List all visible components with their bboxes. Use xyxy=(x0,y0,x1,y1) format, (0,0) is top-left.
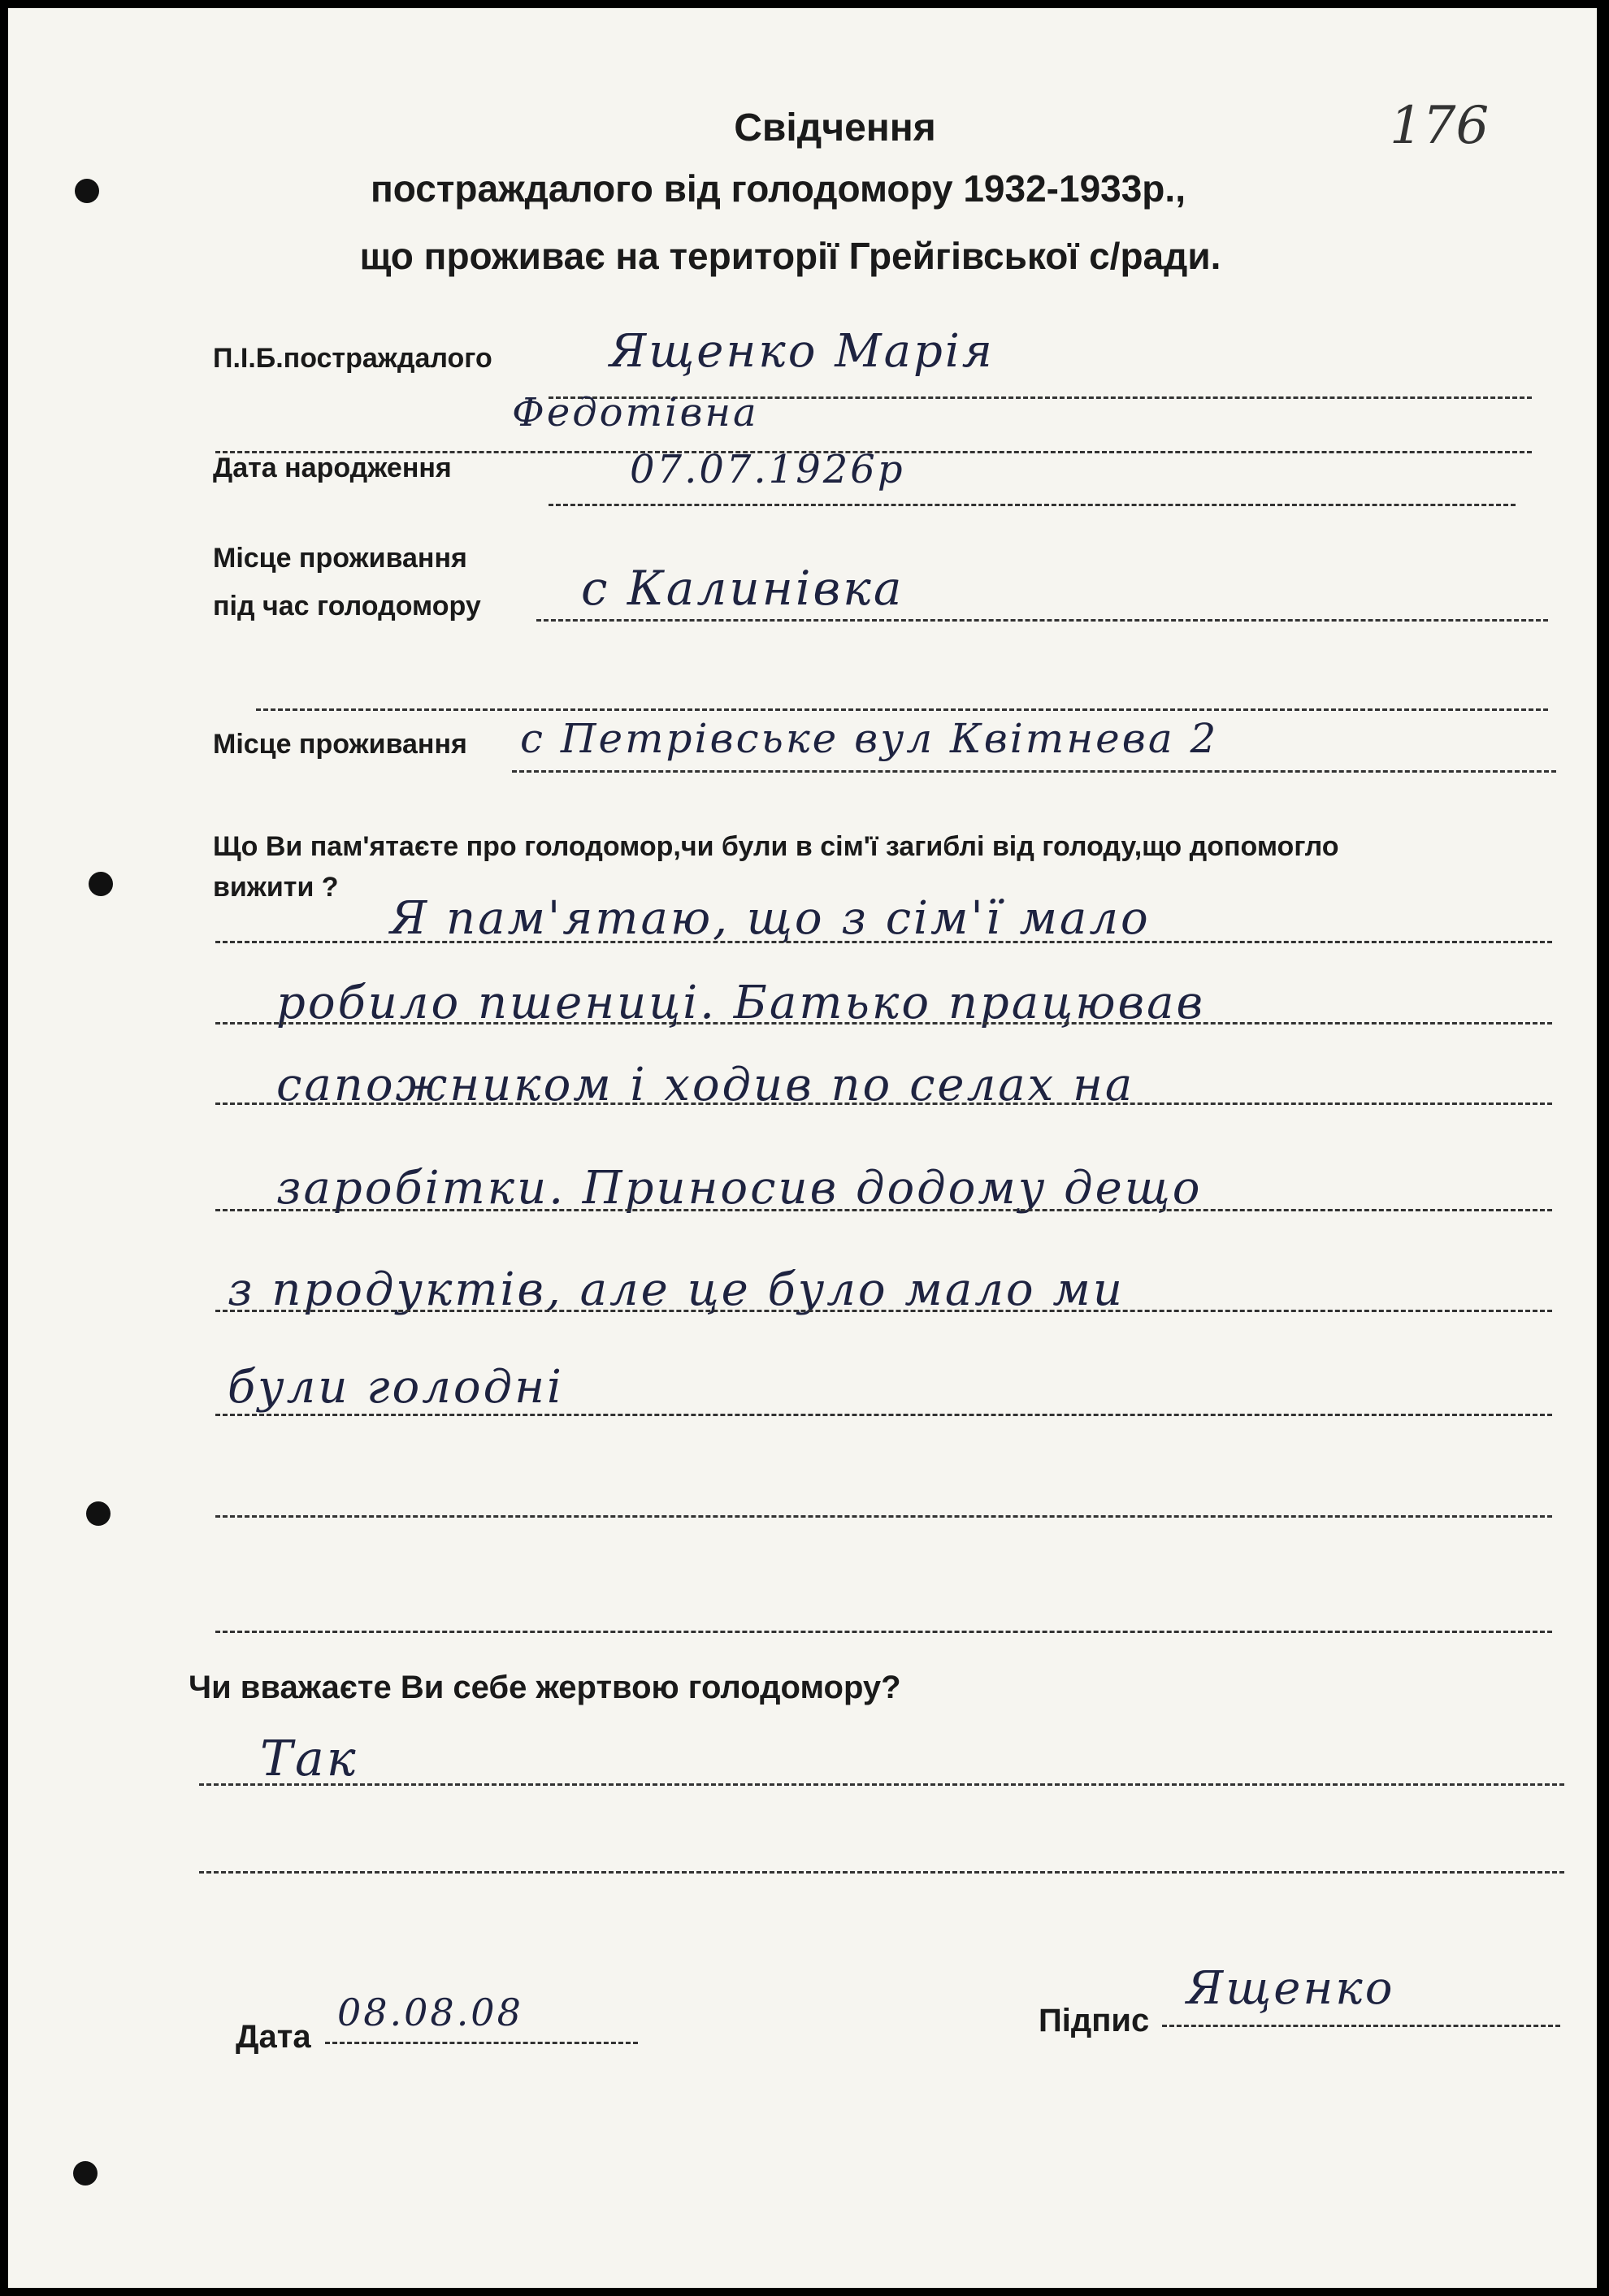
document-title: Свідчення xyxy=(734,106,936,149)
document-subtitle-line1: постраждалого від голодомору 1932-1933р., xyxy=(371,167,1186,210)
birth-date-label: Дата народження xyxy=(213,453,452,483)
name-value-line1: Ященко Марія xyxy=(609,325,995,378)
punch-hole-3 xyxy=(86,1501,111,1526)
date-value: 08.08.08 xyxy=(337,1991,523,2034)
date-line xyxy=(325,2042,638,2044)
document-sheet xyxy=(8,8,1597,2288)
question2-answer: Так xyxy=(260,1731,358,1787)
answer-rule-2 xyxy=(215,1022,1552,1025)
name-value-line2: Федотівна xyxy=(512,390,759,435)
answer-rule-5 xyxy=(215,1310,1552,1312)
residence-line xyxy=(512,770,1556,773)
page-number: 176 xyxy=(1390,96,1490,156)
signature-line xyxy=(1162,2025,1560,2027)
famine-residence-value: с Калинівка xyxy=(581,561,904,616)
famine-residence-label-line2: під час голодомору xyxy=(213,591,481,622)
birth-date-value: 07.07.1926р xyxy=(630,447,905,492)
answer-line-1: Я пам'ятаю, що з сім'ї мало xyxy=(390,892,1151,945)
punch-hole-2 xyxy=(89,872,113,896)
answer-rule-1 xyxy=(215,941,1552,943)
famine-residence-label-line1: Місце проживання xyxy=(213,543,467,574)
question2-rule-2 xyxy=(199,1871,1564,1874)
answer-rule-8 xyxy=(215,1631,1552,1633)
question1-text-line1: Що Ви пам'ятаєте про голодомор,чи були в сім'ї загиблі від голоду,що допомогло xyxy=(213,831,1339,862)
famine-residence-line-1 xyxy=(536,619,1548,622)
signature-value: Ященко xyxy=(1186,1962,1395,2015)
answer-line-4: заробітки. Приносив додому дещо xyxy=(276,1162,1203,1215)
document-subtitle-line2: що проживає на території Грейгівської с/ради. xyxy=(359,235,1221,277)
answer-rule-7 xyxy=(215,1515,1552,1518)
answer-line-3: сапожником і ходив по селах на xyxy=(276,1059,1135,1111)
answer-line-2: робило пшениці. Батько працював xyxy=(276,977,1206,1029)
famine-residence-line-2 xyxy=(256,708,1548,711)
birth-date-line xyxy=(549,504,1516,506)
signature-label: Підпис xyxy=(1039,2003,1150,2038)
answer-line-6: були голодні xyxy=(228,1361,564,1414)
punch-hole-4 xyxy=(73,2161,98,2186)
name-label: П.І.Б.постраждалого xyxy=(213,343,492,374)
question2-rule-1 xyxy=(199,1783,1564,1786)
answer-line-5: з продуктів, але це було мало ми xyxy=(228,1263,1125,1316)
question1-text-line2: вижити ? xyxy=(213,872,339,903)
date-label: Дата xyxy=(236,2019,311,2055)
residence-label: Місце проживання xyxy=(213,729,467,760)
residence-value: с Петрівське вул Квітнева 2 xyxy=(520,715,1219,762)
question2-text: Чи вважаєте Ви себе жертвою голодомору? xyxy=(189,1670,901,1705)
answer-rule-3 xyxy=(215,1103,1552,1105)
answer-rule-4 xyxy=(215,1209,1552,1211)
answer-rule-6 xyxy=(215,1414,1552,1416)
